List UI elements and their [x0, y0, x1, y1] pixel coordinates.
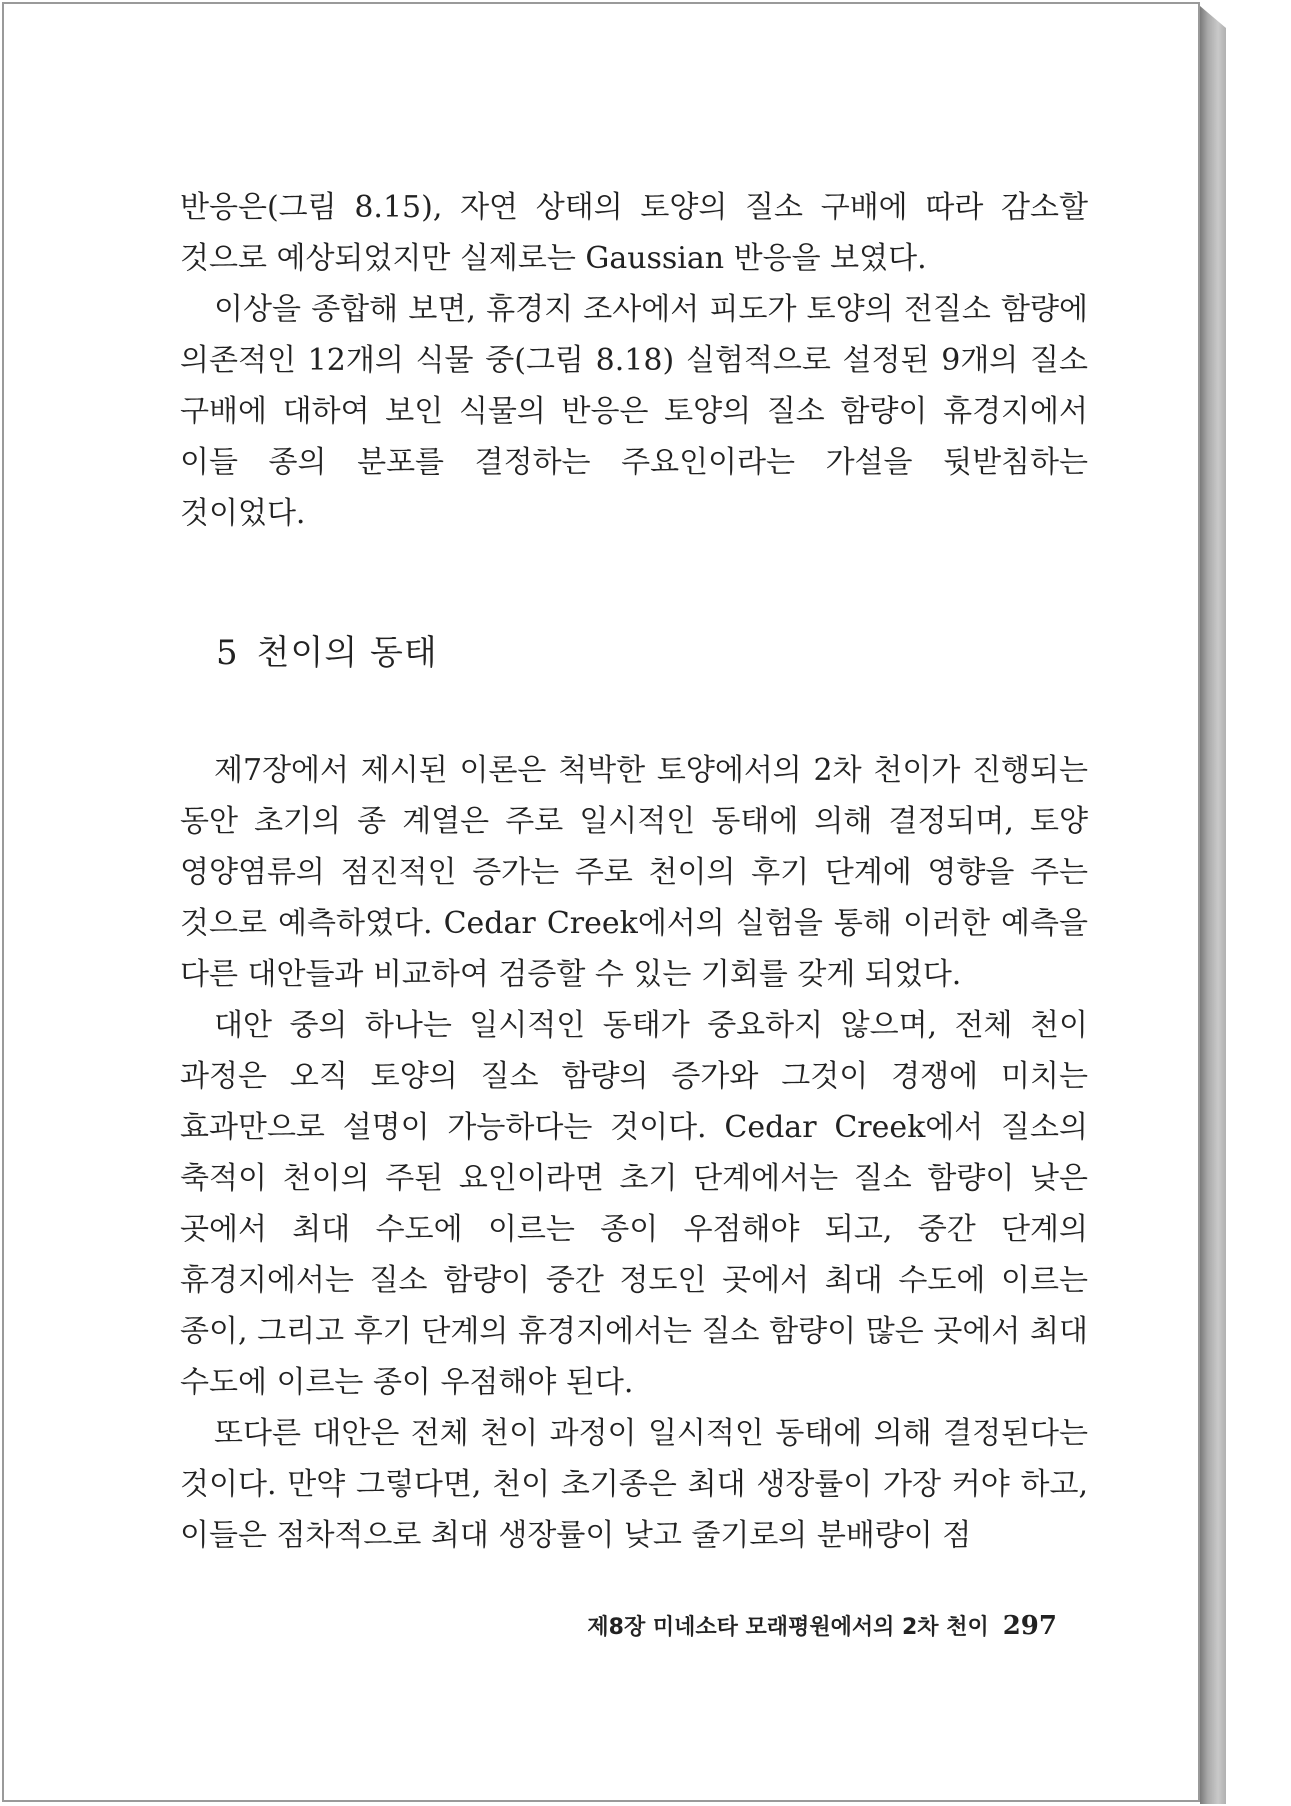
paragraph-summary: 이상을 종합해 보면, 휴경지 조사에서 피도가 토양의 전질소 함량에 의존적인 12개의 식물 중(그림 8.18) 실험적으로 설정된 9개의 질소 구배에 대하여 보인 식물의 반응은 토양의 질소 함량이 휴경지에서 이들 종의 분포를 결정하는 주요인이라는 가설을 뒷받침하는 것이었다.: [180, 292, 1088, 531]
page-footer: [587, 1610, 1057, 1641]
paragraph-alternative-one: 대안 중의 하나는 일시적인 동태가 중요하지 않으며, 전체 천이 과정은 오직 토양의 질소 함량의 증가와 그것이 경쟁에 미치는 효과만으로 설명이 가능하다는 것이다. Cedar Creek에서 질소의 축적이 천이의 주된 요인이라면 초기 단계에서는 질소 함량이 낮은 곳에서 최대 수도에 이르는 종이 우점해야 되고, 중간 단계의 휴경지에서는 질소 함량이 중간 정도인 곳에서 최대 수도에 이르는 종이, 그리고 후기 단계의 휴경지에서는 질소 함량이 많은 곳에서 최대 수도에 이르는 종이 우점해야 된다.: [180, 1008, 1088, 1400]
page-edge-shadow: [1200, 6, 1226, 1804]
page-number: 297: [1002, 1611, 1057, 1641]
section-title: 천이의 동태: [256, 633, 438, 673]
section-heading: [216, 631, 1088, 675]
paragraph-alternative-two: 또다른 대안은 전체 천이 과정이 일시적인 동태에 의해 결정된다는 것이다. 만약 그렇다면, 천이 초기종은 최대 생장률이 가장 커야 하고, 이들은 점차적으로 최대 생장률이 낮고 줄기로의 분배량이 점: [180, 1416, 1088, 1553]
running-head: 제8장 미네소타 모래평원에서의 2차 천이: [587, 1615, 989, 1640]
section-number: 5: [216, 633, 239, 673]
page-body: [180, 182, 1088, 1561]
paragraph-continued: 반응은(그림 8.15), 자연 상태의 토양의 질소 구배에 따라 감소할 것으로 예상되었지만 실제로는 Gaussian 반응을 보였다.: [180, 190, 1088, 276]
paragraph-theory: 제7장에서 제시된 이론은 척박한 토양에서의 2차 천이가 진행되는 동안 초기의 종 계열은 주로 일시적인 동태에 의해 결정되며, 토양 영양염류의 점진적인 증가는 주로 천이의 후기 단계에 영향을 주는 것으로 예측하였다. Cedar Creek에서의 실험을 통해 이러한 예측을 다른 대안들과 비교하여 검증할 수 있는 기회를 갖게 되었다.: [180, 753, 1088, 992]
